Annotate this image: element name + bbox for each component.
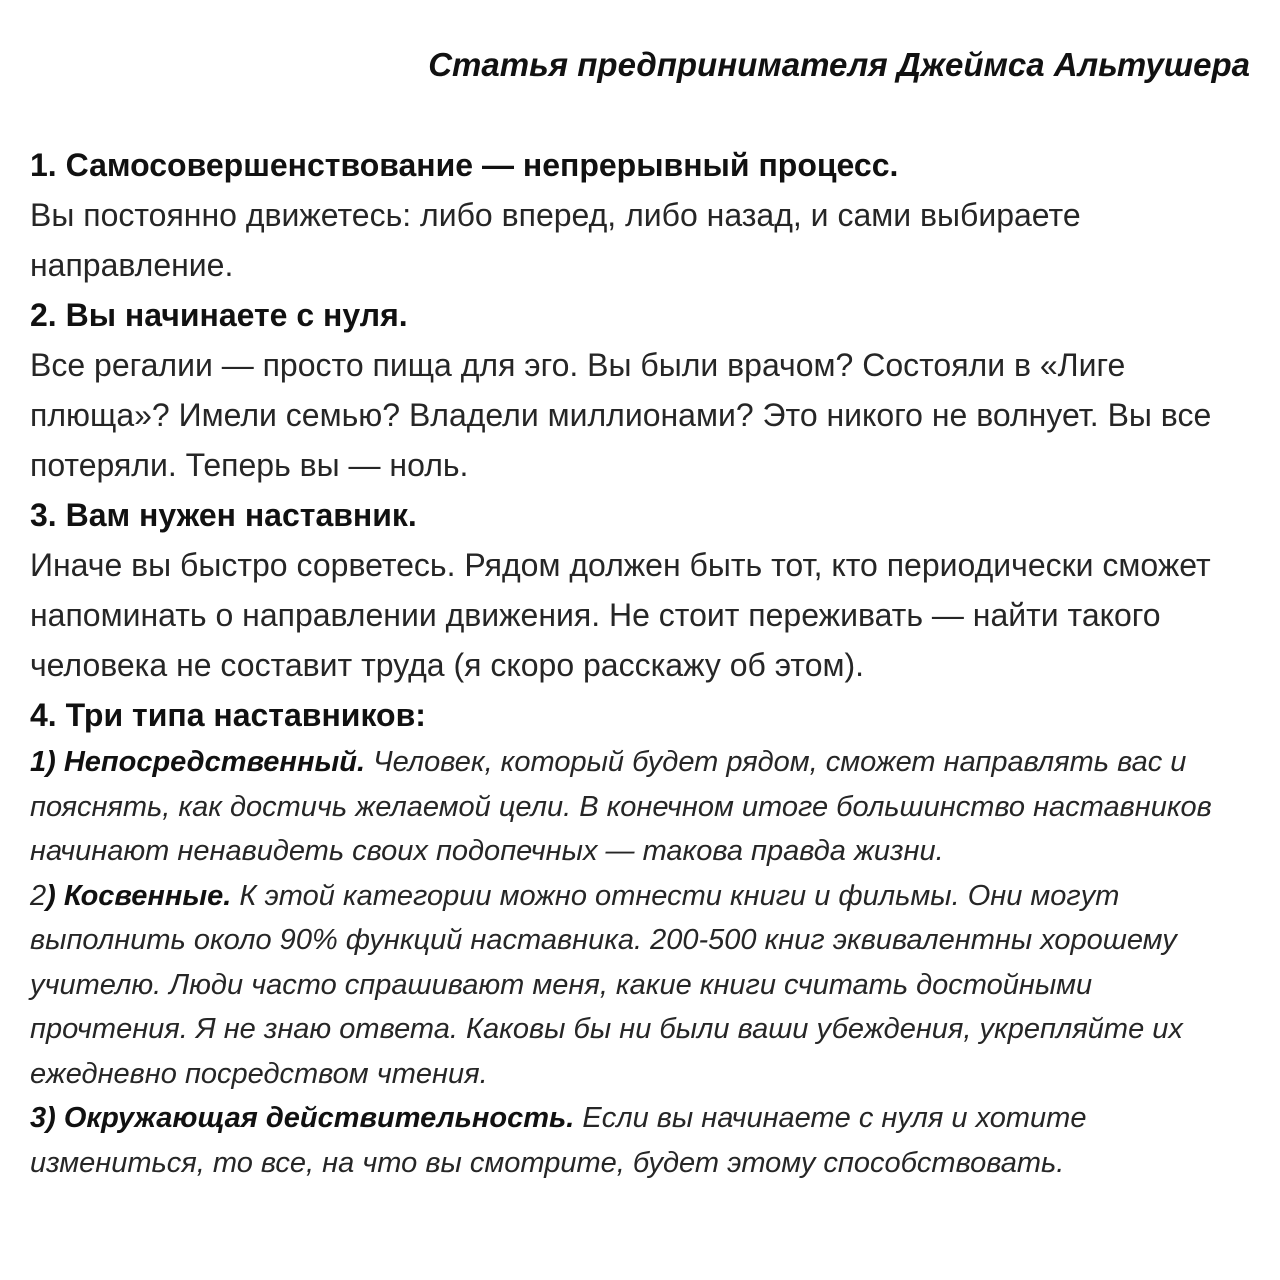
section-heading: 2. Вы начинаете с нуля. bbox=[30, 297, 408, 333]
mentor-type-text: К этой категории можно отнести книги и фильмы. Они могут выполнить около 90% функций наставника. 200-500 книг эквивалентны хорошему учителю. Люди часто спрашивают меня, какие книги считать достойными прочтения. Я не знаю ответа. Каковы бы ни были ваши убеждения, укрепляйте их ежедневно посредством чтения. bbox=[30, 879, 1183, 1090]
section-text: Все регалии — просто пища для эго. Вы были врачом? Состояли в «Лиге плюща»? Имели семью? Владели миллионами? Это никого не волнует. Вы все потеряли. Теперь вы — ноль. bbox=[30, 347, 1212, 483]
article-title: Статья предпринимателя Джеймса Альтушера bbox=[428, 46, 1250, 83]
section-text: Вы постоянно движетесь: либо вперед, либо назад, и сами выбираете направление. bbox=[30, 197, 1081, 283]
section-heading: 3. Вам нужен наставник. bbox=[30, 497, 417, 533]
section-heading: 1. Самосовершенствование — непрерывный процесс. bbox=[30, 147, 899, 183]
mentor-type-direct bbox=[30, 740, 1255, 874]
mentor-type-lead: ) Косвенные. bbox=[46, 879, 232, 912]
mentor-type-number: 2 bbox=[30, 879, 47, 912]
article-body bbox=[30, 140, 1255, 1185]
mentor-type-lead: 1) Непосредственный. bbox=[30, 746, 366, 778]
section-text: Иначе вы быстро сорветесь. Рядом должен быть тот, кто периодически сможет напоминать о направлении движения. Не стоит переживать — найти такого человека не составит труда (я скоро расскажу об этом). bbox=[30, 547, 1211, 683]
mentor-type-lead: 3) Окружающая действительность. bbox=[30, 1102, 575, 1134]
mentor-type-environment bbox=[30, 1096, 1255, 1185]
mentor-type-text: Если вы начинаете с нуля и хотите измениться, то все, на что вы смотрите, будет этому способствовать. bbox=[30, 1102, 1087, 1179]
mentor-type-text: Человек, который будет рядом, сможет направлять вас и пояснять, как достичь желаемой цели. В конечном итоге большинство наставников начинают ненавидеть своих подопечных — такова правда жизни. bbox=[30, 746, 1212, 867]
section-heading: 4. Три типа наставников: bbox=[30, 697, 426, 733]
mentor-type-indirect bbox=[30, 874, 1255, 1097]
